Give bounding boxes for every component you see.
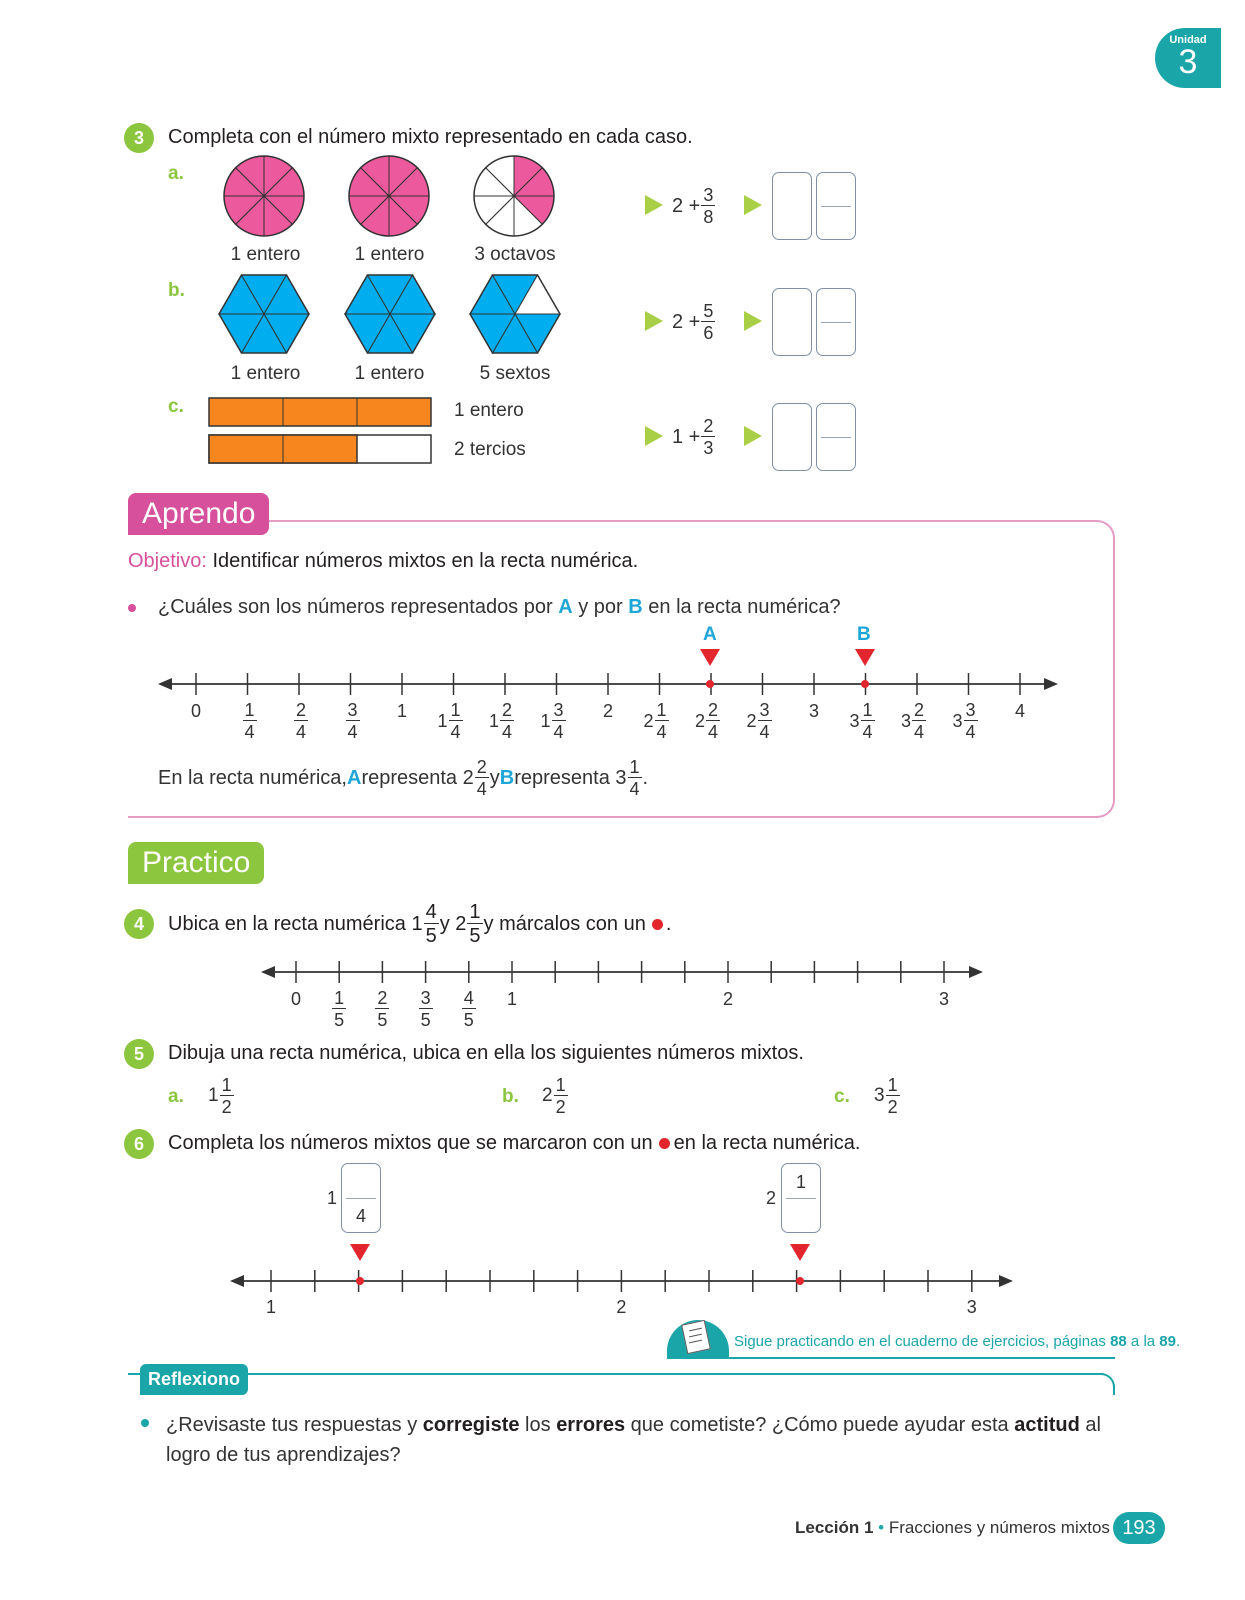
question-5-badge: 5 xyxy=(124,1039,154,1069)
q5-a-num: 1 xyxy=(221,1075,232,1095)
nl1-label-whole: 2 xyxy=(695,711,706,731)
conclusion-b-den: 4 xyxy=(629,779,640,799)
nl1-label: $\frac{3}{4}$ xyxy=(553,700,564,742)
q3-c-caption-2: 2 tercios xyxy=(454,439,526,460)
practice-note-page-1: 88 xyxy=(1110,1333,1127,1350)
q5-b-letter: b. xyxy=(502,1086,519,1107)
nl1-label: $\frac{2}{4}$ xyxy=(295,700,307,742)
q3-b-caption-2: 1 entero xyxy=(354,363,425,384)
q6-text-pre: Completa los números mixtos que se marcaron con un xyxy=(168,1132,653,1154)
q5-c-num: 1 xyxy=(887,1075,898,1095)
nl1-label: $\frac{1}{4}$ xyxy=(244,700,255,742)
point-left-dot xyxy=(356,1277,364,1285)
aprendo-question-text: ¿Cuáles son los números representados por xyxy=(158,596,559,618)
marker-a-icon xyxy=(700,649,720,666)
q5-b-num: 1 xyxy=(555,1075,566,1095)
q3-c-answer-fraction[interactable] xyxy=(816,403,856,471)
q4-text-post: y márcalos con un xyxy=(483,912,646,935)
circle-three-eighths xyxy=(474,156,554,236)
conclusion-b-num: 1 xyxy=(629,757,640,777)
reflexiono-question xyxy=(166,1410,1106,1470)
hexagon-five-sixths xyxy=(470,275,560,353)
aprendo-question-end: en la recta numérica? xyxy=(642,596,841,618)
nl1-label-whole: 1 xyxy=(437,711,448,731)
hexagon-whole-1 xyxy=(219,275,309,353)
marker-left-icon xyxy=(350,1244,370,1261)
q4-text-pre: Ubica en la recta numérica 1 xyxy=(168,912,423,935)
nl1-label: $\frac{3}{4}$ xyxy=(965,700,976,742)
q4-f2-num: 1 xyxy=(469,901,481,923)
point-b-label: B xyxy=(857,624,871,645)
q3-a-num: 3 xyxy=(703,185,714,205)
arrow-icon xyxy=(645,426,663,446)
q3-c-den: 3 xyxy=(703,438,714,458)
q3-a-expression xyxy=(672,186,716,226)
arrow-icon xyxy=(744,311,762,331)
q3-a-caption-2: 1 entero xyxy=(354,244,425,265)
q3-a-den: 8 xyxy=(703,207,714,227)
nl1-label: 0 xyxy=(191,701,202,721)
nl1-label-whole: 2 xyxy=(746,711,757,731)
reflexiono-bold-2: errores xyxy=(556,1414,626,1436)
nl1-label: $\frac{3}{4}$ xyxy=(759,700,770,742)
q5-a-den: 2 xyxy=(221,1097,232,1117)
notebook-icon xyxy=(667,1320,729,1358)
aprendo-conclusion xyxy=(158,758,648,798)
nl1-label-whole: 3 xyxy=(901,711,912,731)
nl2-label: 1 xyxy=(507,989,518,1009)
label-b: B xyxy=(628,596,643,618)
bullet-icon xyxy=(128,604,136,612)
q3-a-caption-3: 3 octavos xyxy=(474,244,556,265)
question-6-text xyxy=(168,1132,860,1155)
reflexiono-heading: Reflexiono xyxy=(140,1364,248,1395)
question-4-text xyxy=(168,902,671,946)
q5-c-number xyxy=(874,1076,901,1116)
q3-c-expr-whole: 1 + xyxy=(672,425,701,448)
q3-b-answer-fraction[interactable] xyxy=(816,288,856,356)
q5-a-number xyxy=(208,1076,235,1116)
bullet-icon xyxy=(141,1419,149,1427)
footer-topic: Fracciones y números mixtos xyxy=(888,1518,1110,1537)
practice-note-end: . xyxy=(1175,1333,1181,1350)
q4-f1-num: 4 xyxy=(425,901,437,923)
conclusion-a-num: 2 xyxy=(476,757,487,777)
question-4-badge: 4 xyxy=(124,909,154,939)
footer-lesson xyxy=(795,1518,1110,1538)
practice-note-page-2: 89 xyxy=(1159,1333,1176,1350)
arrow-icon xyxy=(645,195,663,215)
q6-left-den: 4 xyxy=(355,1206,366,1226)
nl3-label: 2 xyxy=(616,1297,627,1317)
q5-b-whole: 2 xyxy=(542,1085,553,1106)
nl1-label-whole: 2 xyxy=(643,711,654,731)
marker-right-icon xyxy=(790,1244,810,1261)
q3-b-num: 5 xyxy=(703,301,714,321)
q4-f2-den: 5 xyxy=(469,925,481,947)
label-a: A xyxy=(558,596,573,618)
question-3-text: Completa con el número mixto representado en cada caso. xyxy=(168,126,693,148)
q4-number-line[interactable] xyxy=(0,955,1245,995)
nl1-label: $\frac{2}{4}$ xyxy=(707,700,719,742)
conclusion-mid3: representa 3 xyxy=(514,766,627,789)
q3-a-letter: a. xyxy=(168,163,184,184)
bar-two-thirds xyxy=(209,435,431,463)
practice-note-text: Sigue practicando en el cuaderno de ejercicios, páginas xyxy=(734,1333,1111,1350)
conclusion-b: B xyxy=(499,766,515,789)
q6-right-num: 1 xyxy=(795,1172,806,1192)
nl1-label: $\frac{2}{4}$ xyxy=(501,700,513,742)
q6-text-post: en la recta numérica. xyxy=(673,1132,861,1154)
bar-whole xyxy=(209,398,431,426)
q3-c-num: 2 xyxy=(703,416,714,436)
unit-badge-number: 3 xyxy=(1178,43,1198,81)
circle-whole-1 xyxy=(224,156,304,236)
nl2-label: $\frac{1}{5}$ xyxy=(334,988,345,1030)
hexagon-whole-2 xyxy=(345,275,435,353)
red-dot-icon xyxy=(652,919,663,930)
nl1-label-whole: 1 xyxy=(540,711,551,731)
nl1-label: $\frac{2}{4}$ xyxy=(913,700,925,742)
reflexiono-bold-3: actitud xyxy=(1014,1414,1080,1436)
point-right-dot xyxy=(796,1277,804,1285)
q5-a-whole: 1 xyxy=(208,1085,219,1106)
nl1-label: $\frac{1}{4}$ xyxy=(450,700,461,742)
unit-badge-label: Unidad xyxy=(1169,34,1207,46)
q6-left-answer-box[interactable] xyxy=(341,1163,381,1233)
q3-a-expr-frac xyxy=(701,186,715,226)
conclusion-a-frac xyxy=(475,758,489,798)
point-a-label: A xyxy=(703,624,717,645)
nl2-label: $\frac{2}{5}$ xyxy=(377,988,388,1030)
aprendo-heading: Aprendo xyxy=(128,493,269,535)
q5-c-frac xyxy=(886,1076,900,1116)
q3-b-den: 6 xyxy=(703,323,714,343)
practico-heading: Practico xyxy=(128,842,264,884)
q5-b-frac xyxy=(554,1076,568,1116)
q5-c-letter: c. xyxy=(834,1086,850,1107)
nl2-label: $\frac{3}{5}$ xyxy=(420,988,431,1030)
arrow-icon xyxy=(744,426,762,446)
point-b-dot xyxy=(861,680,869,688)
q3-c-expression xyxy=(672,417,716,457)
conclusion-end: . xyxy=(642,766,649,789)
reflexiono-text-2: los xyxy=(519,1414,557,1436)
q3-b-letter: b. xyxy=(168,280,185,301)
nl1-label: $\frac{1}{4}$ xyxy=(862,700,873,742)
q3-a-caption-1: 1 entero xyxy=(230,244,301,265)
nl1-label-whole: 3 xyxy=(849,711,860,731)
nl3-label: 1 xyxy=(266,1297,277,1317)
q5-a-letter: a. xyxy=(168,1086,184,1107)
aprendo-objective xyxy=(128,550,638,573)
conclusion-b-frac xyxy=(628,758,642,798)
reflexiono-bold-1: corregiste xyxy=(422,1414,520,1436)
q3-a-answer-fraction[interactable] xyxy=(816,172,856,240)
nl1-label: 4 xyxy=(1015,701,1026,721)
conclusion-a: A xyxy=(346,766,362,789)
q6-left-whole: 1 xyxy=(327,1188,338,1208)
nl1-label: 1 xyxy=(397,701,408,721)
nl3-label: 3 xyxy=(966,1297,977,1317)
conclusion-mid1: representa 2 xyxy=(361,766,474,789)
q3-a-answer-whole[interactable] xyxy=(772,172,812,240)
aprendo-number-line xyxy=(0,640,1245,700)
arrow-icon xyxy=(744,195,762,215)
practice-note xyxy=(734,1333,1180,1350)
conclusion-a-den: 4 xyxy=(476,779,487,799)
q3-b-expr-frac xyxy=(701,302,715,342)
conclusion-mid2: y xyxy=(489,766,500,789)
aprendo-question xyxy=(158,596,841,619)
red-dot-icon xyxy=(659,1138,670,1149)
objective-text: Identificar números mixtos en la recta numérica. xyxy=(206,550,639,572)
objective-label: Objetivo: xyxy=(128,550,207,572)
q3-figures xyxy=(0,0,1245,480)
nl1-label: $\frac{1}{4}$ xyxy=(656,700,667,742)
q3-c-answer-whole[interactable] xyxy=(772,403,812,471)
question-6-badge: 6 xyxy=(124,1129,154,1159)
q5-b-number xyxy=(542,1076,569,1116)
q3-c-letter: c. xyxy=(168,396,184,417)
q4-frac-1 xyxy=(424,902,439,946)
q3-b-expr-whole: 2 + xyxy=(672,310,701,333)
reflexiono-text-4: al logro de tus aprendizajes? xyxy=(166,1414,1101,1466)
arrow-icon xyxy=(645,311,663,331)
q3-b-answer-whole[interactable] xyxy=(772,288,812,356)
reflexiono-text-1: ¿Revisaste tus respuestas y xyxy=(166,1414,423,1436)
nl1-label: $\frac{3}{4}$ xyxy=(347,700,358,742)
point-a-dot xyxy=(706,680,714,688)
conclusion-pre: En la recta numérica, xyxy=(158,766,347,789)
footer-lesson-label: Lección 1 xyxy=(795,1518,874,1537)
nl2-label: 0 xyxy=(291,989,302,1009)
q5-c-den: 2 xyxy=(887,1097,898,1117)
q4-f1-den: 5 xyxy=(425,925,437,947)
aprendo-question-mid: y por xyxy=(572,596,629,618)
practice-note-line xyxy=(667,1357,1115,1359)
marker-b-icon xyxy=(855,649,875,666)
q4-text-mid: y 2 xyxy=(439,912,467,935)
q3-b-expression xyxy=(672,302,716,342)
q4-frac-2 xyxy=(467,902,482,946)
q3-b-caption-3: 5 sextos xyxy=(479,363,551,384)
q3-a-expr-whole: 2 + xyxy=(672,194,701,217)
question-5-text: Dibuja una recta numérica, ubica en ella los siguientes números mixtos. xyxy=(168,1042,804,1064)
q5-c-whole: 3 xyxy=(874,1085,885,1106)
nl1-label-whole: 3 xyxy=(952,711,963,731)
question-3-badge: 3 xyxy=(124,123,154,153)
q3-c-expr-frac xyxy=(701,417,715,457)
q6-right-answer-box[interactable] xyxy=(781,1163,821,1233)
nl2-label: 2 xyxy=(723,989,734,1009)
nl1-label: 3 xyxy=(809,701,820,721)
nl2-label: $\frac{4}{5}$ xyxy=(463,988,474,1030)
q6-number-line xyxy=(0,1240,1245,1300)
circle-whole-2 xyxy=(349,156,429,236)
q6-right-whole: 2 xyxy=(766,1188,777,1208)
footer-bullet: • xyxy=(873,1518,889,1537)
q5-a-frac xyxy=(220,1076,234,1116)
practice-note-mid: a la xyxy=(1126,1333,1160,1350)
q4-text-end: . xyxy=(665,912,672,935)
q3-b-caption-1: 1 entero xyxy=(230,363,301,384)
q5-b-den: 2 xyxy=(555,1097,566,1117)
nl1-label-whole: 1 xyxy=(489,711,500,731)
page-number: 193 xyxy=(1113,1512,1165,1544)
q3-c-caption-1: 1 entero xyxy=(454,400,524,421)
nl2-label: 3 xyxy=(939,989,950,1009)
reflexiono-text-3: que cometiste? ¿Cómo puede ayudar esta xyxy=(625,1414,1015,1436)
reflexiono-frame xyxy=(128,1373,1115,1395)
nl1-label: 2 xyxy=(603,701,614,721)
